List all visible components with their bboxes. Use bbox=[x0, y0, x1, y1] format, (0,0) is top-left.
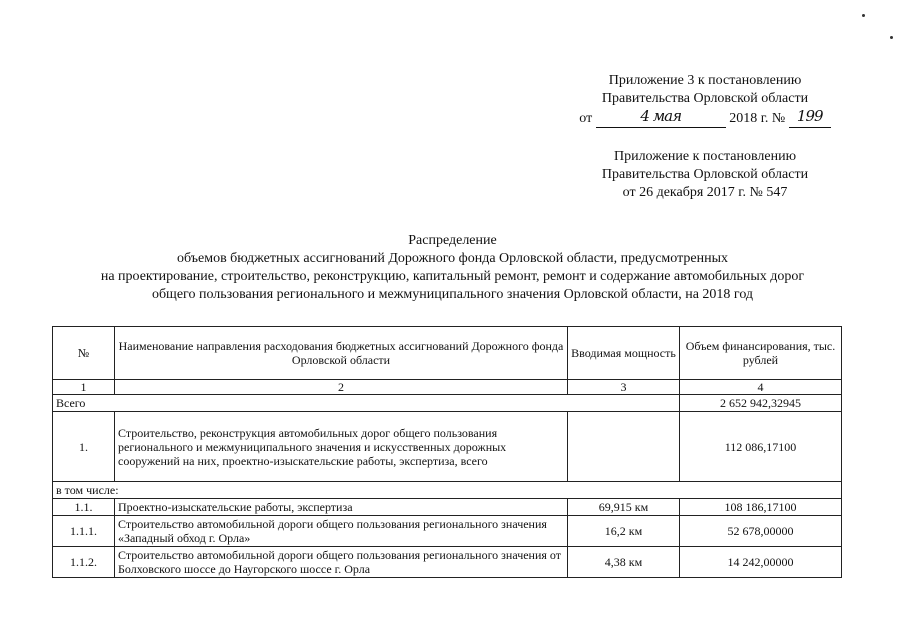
including-label: в том числе: bbox=[53, 482, 842, 499]
table-row bbox=[53, 547, 842, 578]
row-capacity: 4,38 км bbox=[568, 547, 680, 578]
header-num: № bbox=[53, 327, 115, 380]
col-number: 3 bbox=[568, 380, 680, 395]
date-blank bbox=[596, 107, 726, 128]
total-label: Всего bbox=[53, 395, 680, 412]
table-row bbox=[53, 516, 842, 547]
appendix-header-current bbox=[560, 72, 850, 128]
header-name: Наименование направления расходования бюджетных ассигнований Дорожного фонда Орловской области bbox=[115, 327, 568, 380]
appendix-line: Приложение к постановлению bbox=[613, 149, 797, 164]
row-name: Проектно-изыскательские работы, экспертиза bbox=[115, 499, 568, 516]
row-capacity: 16,2 км bbox=[568, 516, 680, 547]
scan-speck bbox=[862, 14, 865, 17]
year-label: 2018 г. № bbox=[729, 111, 786, 126]
header-capacity: Вводимая мощность bbox=[568, 327, 680, 380]
appendix-line: от 26 декабря 2017 г. № 547 bbox=[622, 185, 788, 200]
appendix-line: Правительства Орловской области bbox=[601, 91, 809, 106]
row-amount: 112 086,17100 bbox=[680, 412, 842, 482]
row-name: Строительство автомобильной дороги общего пользования регионального значения от Болховского шоссе до Наугорского шоссе г. Орла bbox=[115, 547, 568, 578]
column-number-row bbox=[53, 380, 842, 395]
col-number: 4 bbox=[680, 380, 842, 395]
appendix-header-original bbox=[560, 148, 850, 202]
handwritten-number: 199 bbox=[796, 107, 823, 125]
appendix-date-line bbox=[560, 107, 850, 128]
total-row bbox=[53, 395, 842, 412]
number-blank bbox=[789, 107, 831, 128]
title-line: Распределение bbox=[408, 233, 497, 248]
row-name: Строительство автомобильной дороги общего пользования регионального значения «Западный обход г. Орла» bbox=[115, 516, 568, 547]
row-amount: 52 678,00000 bbox=[680, 516, 842, 547]
from-label: от bbox=[579, 111, 593, 126]
title-line: на проектирование, строительство, реконструкцию, капитальный ремонт, ремонт и содержание автомобильных дорог bbox=[100, 269, 805, 284]
row-num: 1.1.1. bbox=[53, 516, 115, 547]
handwritten-date: 4 мая bbox=[640, 107, 682, 125]
row-amount: 14 242,00000 bbox=[680, 547, 842, 578]
budget-table bbox=[52, 326, 842, 578]
appendix-line: Правительства Орловской области bbox=[601, 167, 809, 182]
appendix-line: Приложение 3 к постановлению bbox=[608, 73, 802, 88]
total-amount: 2 652 942,32945 bbox=[680, 395, 842, 412]
row-capacity bbox=[568, 412, 680, 482]
title-line: общего пользования регионального и межмуниципального значения Орловской области, на 2018 год bbox=[151, 287, 754, 302]
including-row bbox=[53, 482, 842, 499]
table-row bbox=[53, 499, 842, 516]
table-row bbox=[53, 412, 842, 482]
row-name: Строительство, реконструкция автомобильных дорог общего пользования регионального и межмуниципального значения и искусственных дорожных сооружений на них, проектно-изыскательские работы, экспертиза, всего bbox=[115, 412, 568, 482]
col-number: 2 bbox=[115, 380, 568, 395]
scan-speck bbox=[890, 36, 893, 39]
row-num: 1. bbox=[53, 412, 115, 482]
table-header-row bbox=[53, 327, 842, 380]
row-num: 1.1. bbox=[53, 499, 115, 516]
col-number: 1 bbox=[53, 380, 115, 395]
row-num: 1.1.2. bbox=[53, 547, 115, 578]
document-title bbox=[0, 232, 905, 304]
row-capacity: 69,915 км bbox=[568, 499, 680, 516]
row-amount: 108 186,17100 bbox=[680, 499, 842, 516]
header-amount: Объем финансирования, тыс. рублей bbox=[680, 327, 842, 380]
title-line: объемов бюджетных ассигнований Дорожного фонда Орловской области, предусмотренных bbox=[176, 251, 729, 266]
